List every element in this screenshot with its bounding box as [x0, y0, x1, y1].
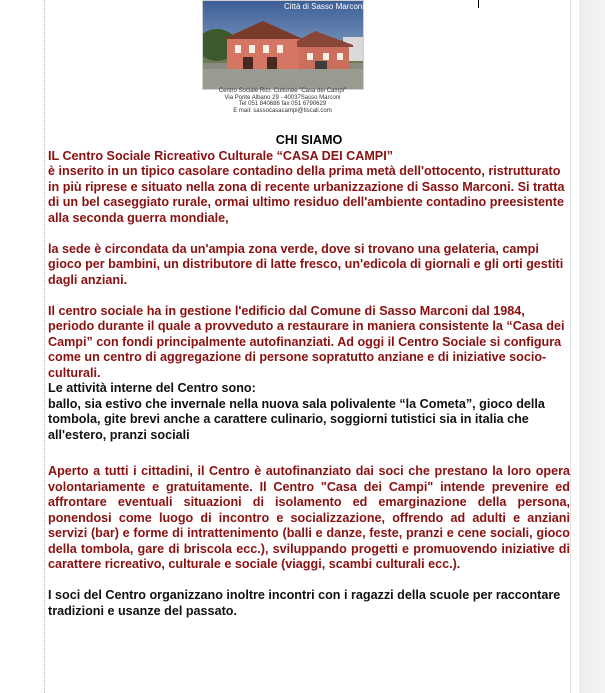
address-line: Tel 051 840686 fax 051 6790629 [238, 101, 327, 107]
address-line: Centro Sociale Ricr. Culturale "Casa dei Campi" [218, 88, 347, 94]
vertical-scrollbar[interactable] [570, 0, 605, 693]
paragraph-history: è inserito in un tipico casolare contadino della prima metà dell'ottocento, ristrutturato in più riprese e situato nella zona di recente urbanizzazione di Sasso Marconi. Si tratta di un bel caseggiato rurale, ormai ultimo residuo dell'ambiente contadino preesistente alla seconda guerra mondiale, [48, 164, 565, 225]
activities-list: ballo, sia estivo che invernale nella nuova sala polivalente “la Cometa”, gioco della tombola, gite brevi anche a carattere culinario, soggiorni tutistici sia in italia che all'estero, pranzi sociali [48, 396, 545, 442]
paragraph-mission: Aperto a tutti i cittadini, il Centro è autofinanziato dai soci che prestano la loro opera volontariamente e gratuitamente. Il Centro "Casa dei Campi" intende prevenire ed affrontare eventuali situazioni di isolamento ed emarginazione della persona, ponendosi come luogo di incontro e socializzazione, offrendo ad adulti e anziani servizi (bar) e forme di intrattenimento (balli e danze, feste, pranzi e cene sociali, gioco della tombola, gare di briscola ecc.), sviluppando progetti e promuovendo iniziative di carattere ricreativo, culturale e sociale (viaggi, scambi culturali ecc.). [48, 464, 570, 571]
photo-caption: Città di Sasso Marconi [284, 2, 365, 11]
paragraph-surroundings: la sede è circondata da un'ampia zona verde, dove si trovano una gelateria, campi gioco per bambini, un distributore di latte fresco, un'edicola di giornali e gli orti gestiti dagli anziani. [48, 241, 564, 287]
paragraph-schools: I soci del Centro organizzano inoltre incontri con i ragazzi della scuole per raccontare tradizioni e usanze del passato. [48, 588, 561, 618]
page-title: CHI SIAMO [275, 133, 343, 147]
left-margin-guide [44, 0, 45, 693]
address-line: E mail: sassocasacampi@tiscali.com [233, 107, 332, 114]
address-line: Via Ponte Albano 29 - 40037Sasso Marconi [224, 94, 341, 101]
document-body[interactable] [48, 133, 570, 619]
header-photo-casa-dei-campi [202, 0, 364, 90]
header-address-block [200, 88, 365, 114]
text-cursor [478, 0, 479, 8]
activities-heading: Le attività interne del Centro sono: [48, 381, 256, 395]
intro-heading: IL Centro Sociale Ricreativo Culturale “CASA DEI CAMPI” [48, 148, 393, 163]
building-photo-icon [203, 1, 363, 89]
paragraph-management: Il centro sociale ha in gestione l'edificio dal Comune di Sasso Marconi dal 1984, periodo durante il quale a provveduto a restaurare in maniera consistente la “Casa dei Campi” con fondi principalmente autofinanziati. Ad oggi il Centro Sociale si configura come un centro di aggregazione di persone sopratutto anziane e di iniziative socio-culturali. [48, 303, 565, 380]
